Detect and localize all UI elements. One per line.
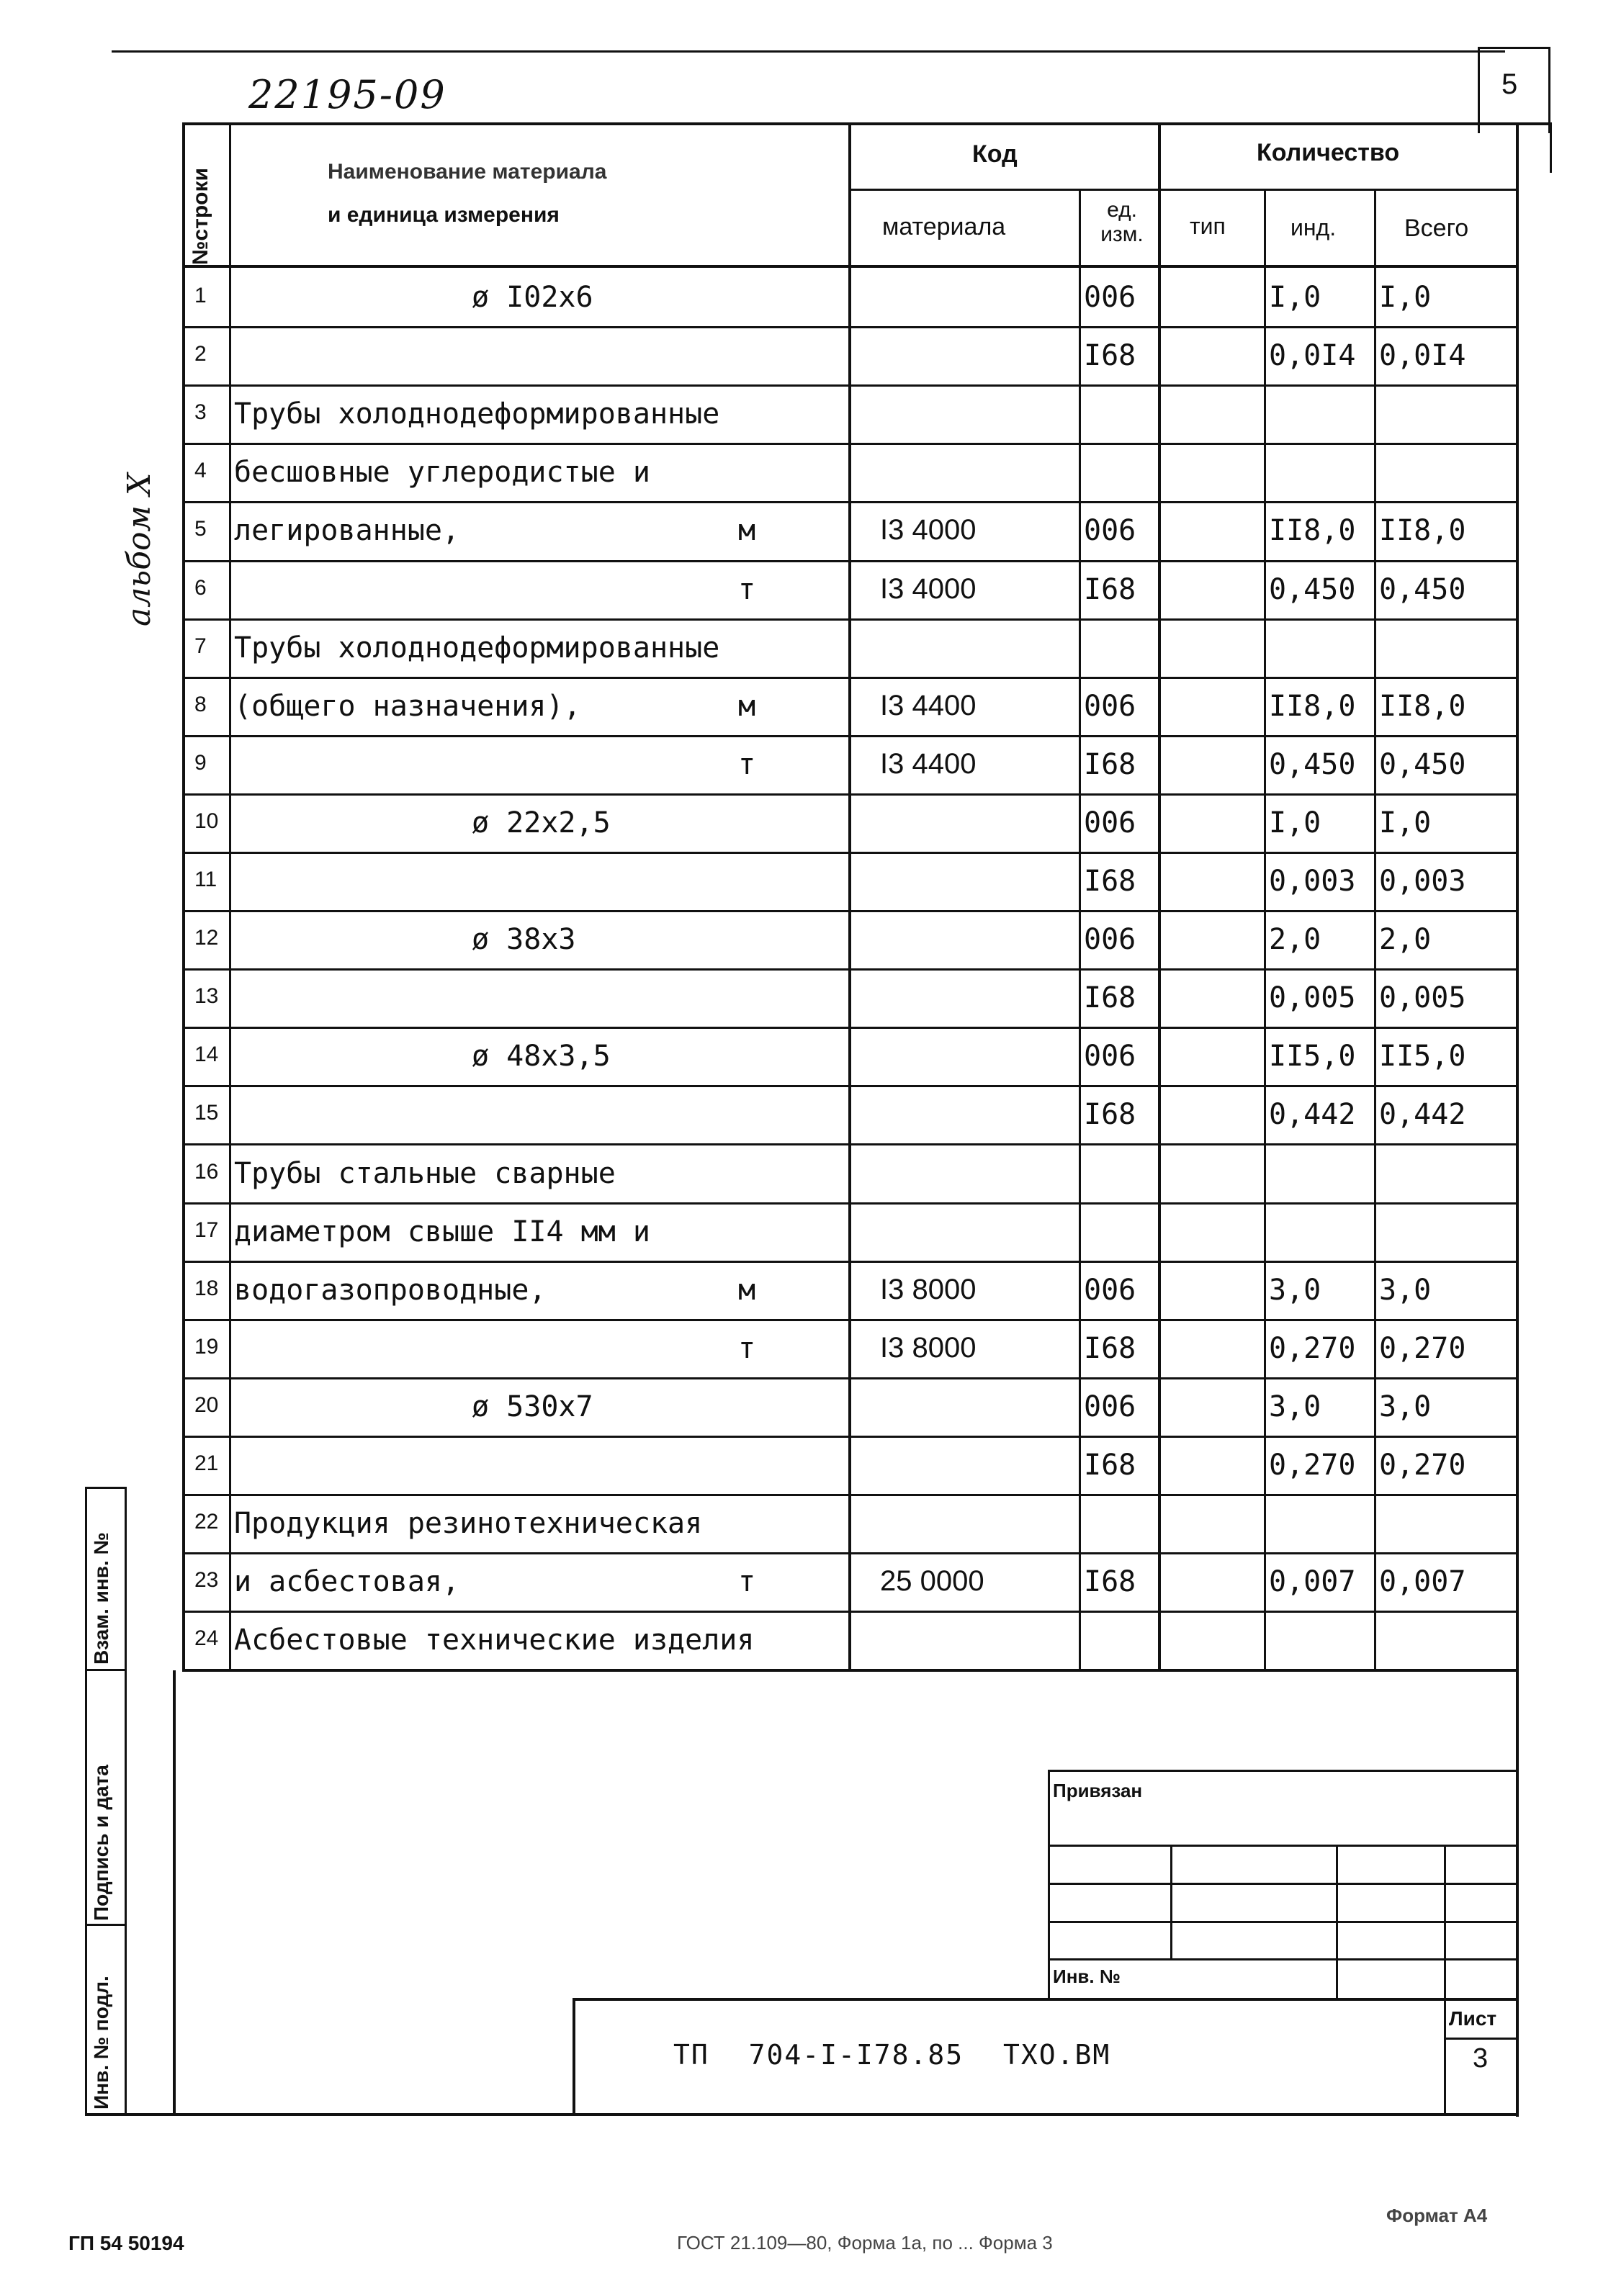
unit-code: I68 xyxy=(1084,1098,1136,1131)
unit-code: I68 xyxy=(1084,1332,1136,1365)
frame-left-line xyxy=(173,1670,176,2115)
unit-code: I68 xyxy=(1084,1449,1136,1482)
row-line xyxy=(182,1319,1518,1321)
row-line xyxy=(182,560,1518,562)
row-line xyxy=(182,618,1518,621)
stamp-line xyxy=(1048,1770,1516,1772)
row-number: 14 xyxy=(194,1043,219,1066)
unit-code: 006 xyxy=(1084,281,1136,314)
row-line xyxy=(182,735,1518,737)
material-name: (общего назначения), xyxy=(234,690,581,723)
row-line xyxy=(182,1669,1518,1671)
row-number: 3 xyxy=(194,400,207,424)
material-code: I3 4000 xyxy=(880,573,977,605)
unit-label: т xyxy=(738,573,756,606)
privyazan-label: Привязан xyxy=(1053,1780,1143,1801)
page-box-line xyxy=(1478,47,1480,133)
header-top-line xyxy=(182,122,1550,125)
margin-line xyxy=(85,1924,127,1926)
document-code: ТП 704-I-I78.85 ТХО.ВМ xyxy=(673,2039,1111,2071)
unit-code: 006 xyxy=(1084,923,1136,956)
unit-code: 006 xyxy=(1084,1274,1136,1307)
margin-left-line xyxy=(85,1487,87,2113)
row-number: 11 xyxy=(194,868,217,891)
row-line xyxy=(182,677,1518,679)
doc-number: 22195-09 xyxy=(248,72,446,117)
stamp-line xyxy=(573,1998,575,2115)
podpis-data-label: Подпись и дата xyxy=(90,1765,112,1921)
material-code: I3 4400 xyxy=(880,690,977,721)
row-line xyxy=(182,910,1518,912)
row-line xyxy=(182,1552,1518,1554)
page-box-line xyxy=(1548,47,1550,133)
margin-inner-line xyxy=(125,1487,127,2113)
header-mid-line xyxy=(848,189,1518,191)
quantity-total: I,0 xyxy=(1379,806,1432,839)
row-number: 6 xyxy=(194,576,207,600)
material-name: Продукция резинотехническая xyxy=(234,1507,703,1540)
quantity-ind: 2,0 xyxy=(1269,923,1321,956)
name-column-unit: и единица измерения xyxy=(328,203,560,227)
row-line xyxy=(182,968,1518,971)
rows-column-header: №строки xyxy=(189,168,212,265)
list-label: Лист xyxy=(1449,2007,1497,2030)
quantity-total: II8,0 xyxy=(1379,514,1466,547)
row-number: 12 xyxy=(194,926,219,950)
album-label: альбом X xyxy=(121,472,158,626)
unit-label: м xyxy=(738,1274,756,1307)
quantity-ind: 3,0 xyxy=(1269,1274,1321,1307)
row-number: 13 xyxy=(194,984,219,1008)
quantity-total: 2,0 xyxy=(1379,923,1432,956)
margin-line xyxy=(85,1487,127,1489)
material-name: Асбестовые технические изделия xyxy=(234,1624,755,1657)
table-left-border xyxy=(182,122,185,1670)
col-sep xyxy=(848,122,851,1670)
material-code: I3 4000 xyxy=(880,514,977,546)
quantity-ind: 0,270 xyxy=(1269,1449,1356,1482)
quantity-total: 0,270 xyxy=(1379,1332,1466,1365)
row-line xyxy=(182,326,1518,328)
unit-label: т xyxy=(738,748,756,781)
row-line xyxy=(182,443,1518,445)
unit-code: 006 xyxy=(1084,1390,1136,1423)
stamp-line xyxy=(573,1998,1518,2001)
quantity-ind: 3,0 xyxy=(1269,1390,1321,1423)
stamp-line xyxy=(1048,1770,1050,2000)
unit-code: 006 xyxy=(1084,514,1136,547)
quantity-ind: 0,450 xyxy=(1269,573,1356,606)
quantity-total: 0,0I4 xyxy=(1379,339,1466,372)
unit-code: I68 xyxy=(1084,339,1136,372)
row-number: 5 xyxy=(194,517,207,541)
material-name: ø 38x3 xyxy=(472,923,576,956)
unit-code: I68 xyxy=(1084,981,1136,1014)
code-group-header: Код xyxy=(972,140,1018,168)
row-line xyxy=(182,1436,1518,1438)
row-line xyxy=(182,501,1518,503)
row-number: 24 xyxy=(194,1626,219,1650)
unit-label: м xyxy=(738,514,756,547)
unit-label: т xyxy=(738,1565,756,1598)
unit-code: I68 xyxy=(1084,865,1136,898)
table-right-border xyxy=(1550,122,1552,173)
row-line xyxy=(182,384,1518,387)
row-number: 23 xyxy=(194,1568,219,1592)
row-number: 19 xyxy=(194,1335,219,1359)
table-right-border xyxy=(1516,122,1519,2117)
row-number: 17 xyxy=(194,1218,219,1242)
col-sep xyxy=(1079,189,1081,1670)
material-name: ø 48x3,5 xyxy=(472,1040,611,1073)
quantity-total: 3,0 xyxy=(1379,1274,1432,1307)
quantity-total: I,0 xyxy=(1379,281,1432,314)
material-name: диаметром свыше II4 мм и xyxy=(234,1215,650,1248)
name-column-title: Наименование материала xyxy=(328,160,607,184)
material-code: I3 4400 xyxy=(880,748,977,780)
quantity-ind: 0,270 xyxy=(1269,1332,1356,1365)
quantity-ind: II8,0 xyxy=(1269,690,1356,723)
stamp-line xyxy=(1444,2038,1518,2040)
row-line xyxy=(182,1143,1518,1145)
row-line xyxy=(182,1027,1518,1029)
material-name: Трубы холоднодеформированные xyxy=(234,397,720,431)
quantity-ind: 0,005 xyxy=(1269,981,1356,1014)
row-number: 2 xyxy=(194,342,207,366)
row-number: 21 xyxy=(194,1451,219,1475)
quantity-total: 0,270 xyxy=(1379,1449,1466,1482)
quantity-total: II5,0 xyxy=(1379,1040,1466,1073)
row-line xyxy=(182,1377,1518,1379)
material-name: и асбестовая, xyxy=(234,1565,460,1598)
quantity-ind: 0,0I4 xyxy=(1269,339,1356,372)
material-name: ø I02x6 xyxy=(472,281,593,314)
quantity-ind: 0,003 xyxy=(1269,865,1356,898)
quantity-total: 0,442 xyxy=(1379,1098,1466,1131)
unit-label: т xyxy=(738,1332,756,1365)
unit-code: I68 xyxy=(1084,1565,1136,1598)
row-number: 22 xyxy=(194,1510,219,1534)
row-number: 9 xyxy=(194,751,207,775)
material-code: I3 8000 xyxy=(880,1274,977,1305)
material-name: ø 530x7 xyxy=(472,1390,593,1423)
material-name: водогазопроводные, xyxy=(234,1274,547,1307)
footer-center: ГОСТ 21.109—80, Форма 1а, по ... Форма 3 xyxy=(677,2232,1053,2254)
row-number: 18 xyxy=(194,1277,219,1300)
inv-podl-label: Инв. № подл. xyxy=(90,1976,112,2110)
col-sep xyxy=(1158,122,1161,1670)
row-number: 16 xyxy=(194,1160,219,1184)
material-name: ø 22x2,5 xyxy=(472,806,611,839)
unit-code-header: ед. изм. xyxy=(1100,198,1144,246)
material-name: легированные, xyxy=(234,514,460,547)
top-border xyxy=(112,50,1505,53)
quantity-total: 0,007 xyxy=(1379,1565,1466,1598)
material-name: Трубы холоднодеформированные xyxy=(234,631,720,665)
row-line xyxy=(182,1611,1518,1613)
unit-label: м xyxy=(738,690,756,723)
unit-code: 006 xyxy=(1084,1040,1136,1073)
total-header: Всего xyxy=(1404,215,1469,242)
material-code: I3 8000 xyxy=(880,1332,977,1364)
unit-code: 006 xyxy=(1084,806,1136,839)
unit-code: 006 xyxy=(1084,690,1136,723)
footer-format: Формат А4 xyxy=(1386,2205,1488,2226)
row-number: 1 xyxy=(194,284,207,307)
quantity-ind: 0,007 xyxy=(1269,1565,1356,1598)
stamp-line xyxy=(1170,1845,1172,1960)
unit-code: I68 xyxy=(1084,573,1136,606)
quantity-group-header: Количество xyxy=(1257,139,1400,166)
row-number: 4 xyxy=(194,459,207,482)
material-code: 25 0000 xyxy=(880,1565,984,1597)
quantity-total: 0,005 xyxy=(1379,981,1466,1014)
margin-line xyxy=(85,1669,127,1671)
stamp-line xyxy=(1444,1845,1446,2115)
row-line xyxy=(182,852,1518,854)
stamp-line xyxy=(1336,1845,1338,1999)
material-name: Трубы стальные сварные xyxy=(234,1157,616,1190)
material-name: бесшовные углеродистые и xyxy=(234,456,650,489)
quantity-total: 0,450 xyxy=(1379,573,1466,606)
row-line xyxy=(182,1494,1518,1496)
row-line xyxy=(182,1261,1518,1263)
frame-bottom-line xyxy=(85,2113,1518,2116)
quantity-ind: II8,0 xyxy=(1269,514,1356,547)
row-number: 20 xyxy=(194,1393,219,1417)
quantity-ind: I,0 xyxy=(1269,806,1321,839)
quantity-total: II8,0 xyxy=(1379,690,1466,723)
quantity-total: 0,003 xyxy=(1379,865,1466,898)
row-line xyxy=(182,793,1518,796)
quantity-ind: I,0 xyxy=(1269,281,1321,314)
row-number: 8 xyxy=(194,693,207,716)
ind-header: инд. xyxy=(1290,215,1337,240)
inv-no-label: Инв. № xyxy=(1053,1966,1121,1987)
row-line xyxy=(182,1085,1518,1087)
footer-left: ГП 54 50194 xyxy=(68,2232,184,2254)
page-box-line xyxy=(1478,47,1550,49)
quantity-total: 3,0 xyxy=(1379,1390,1432,1423)
quantity-total: 0,450 xyxy=(1379,748,1466,781)
vzam-inv-label: Взам. инв. № xyxy=(90,1532,112,1665)
material-code-header: материала xyxy=(882,213,1006,240)
unit-code: I68 xyxy=(1084,748,1136,781)
row-number: 10 xyxy=(194,809,219,833)
page-number: 5 xyxy=(1501,68,1518,100)
quantity-ind: 0,442 xyxy=(1269,1098,1356,1131)
row-number: 15 xyxy=(194,1101,219,1125)
row-line xyxy=(182,1202,1518,1205)
col-sep xyxy=(1264,189,1266,1670)
row-number: 7 xyxy=(194,634,207,658)
type-header: тип xyxy=(1190,213,1226,239)
list-number: 3 xyxy=(1473,2043,1489,2074)
quantity-ind: 0,450 xyxy=(1269,748,1356,781)
col-sep xyxy=(1374,189,1376,1670)
quantity-ind: II5,0 xyxy=(1269,1040,1356,1073)
col-sep xyxy=(229,122,231,1670)
